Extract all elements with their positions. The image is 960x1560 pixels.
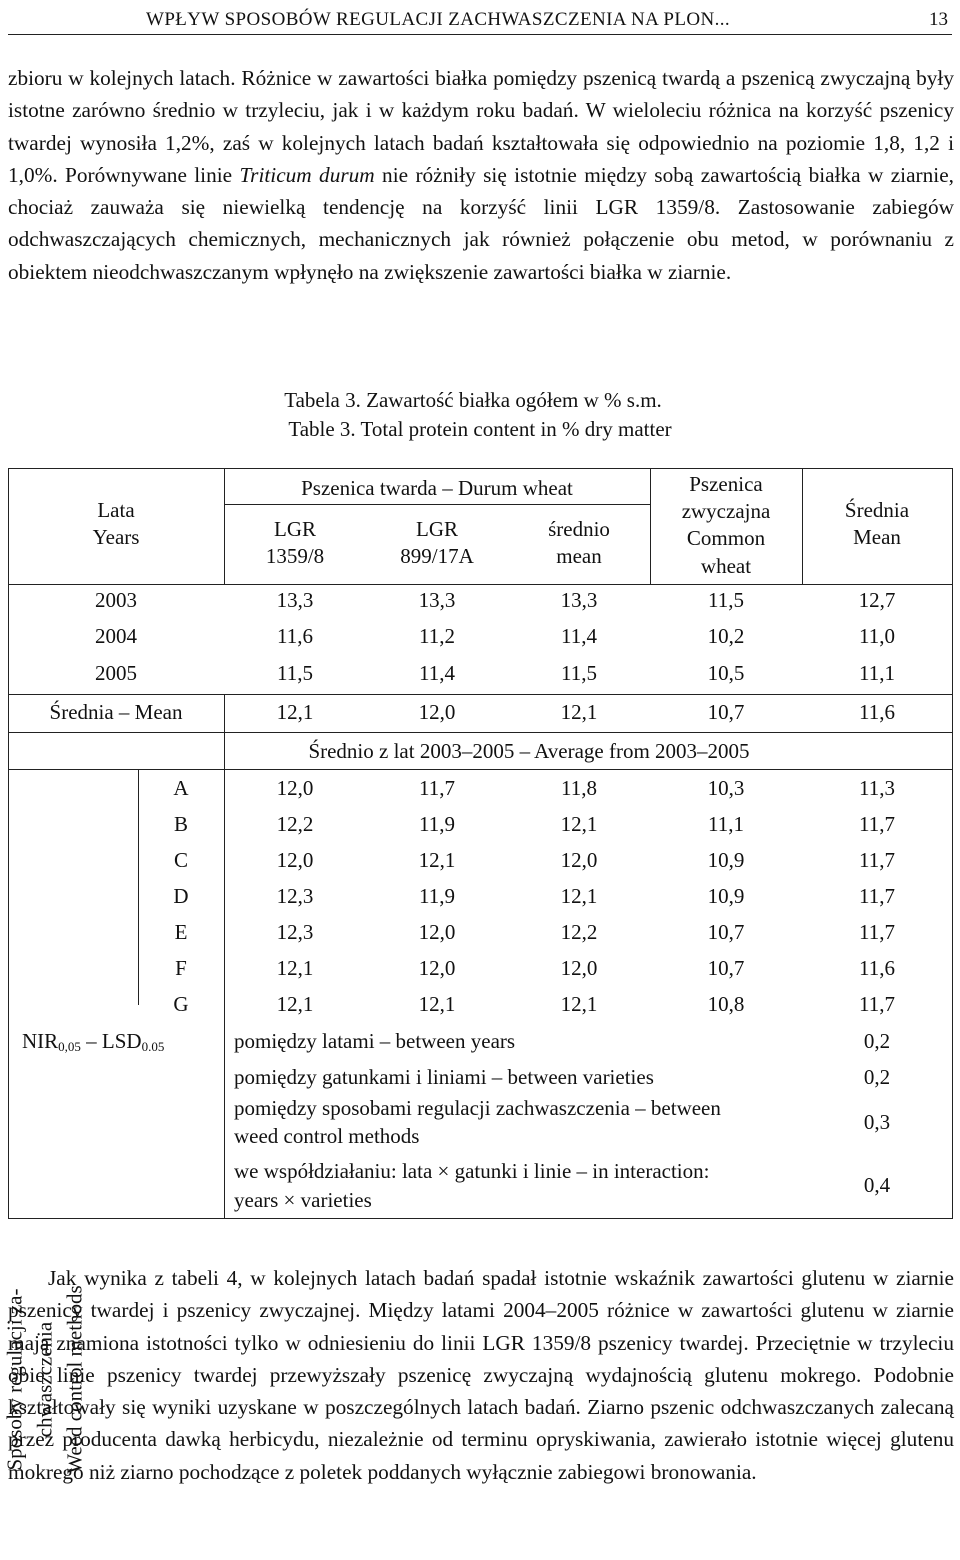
header-common-2: zwyczajna: [681, 499, 771, 523]
average-section-header: Średnio z lat 2003–2005 – Average from 2003–2005: [308, 739, 750, 763]
paragraph-1-text-a: zbioru w kolejnych latach. Różnice w zawartości białka pomiędzy pszenicą twardą a pszenicą zwyczajną były istotne zarówno średnio w trzyleciu, jak i w każdym roku badań. W wieloleciu różnica na korzyść pszenicy twardej wynosiła 1,2%, zaś w kolejnych latach badań kształtowała się odpowiednio na poziomie 1,8, 1,2 i 1,0%. Porównywane linie: [8, 66, 954, 187]
header-common-4: wheat: [700, 554, 752, 578]
header-years-en: Years: [92, 525, 140, 549]
running-header-title: WPŁYW SPOSOBÓW REGULACJI ZACHWASZCZENIA NA PLON...: [146, 9, 731, 30]
nir-lsd-label: $NIR_{0,05} - LSD_{0.05}$: [22, 1029, 165, 1054]
weed-control-methods-label: Sposoby regulacji za- chwaszczenia Weed control methods: [2, 1285, 87, 1474]
header-common-1: Pszenica: [689, 472, 763, 496]
table-caption-pl: Tabela 3. Zawartość białka ogółem w % s.m.: [284, 388, 662, 412]
table-caption-en: Table 3. Total protein content in % dry matter: [288, 417, 672, 441]
running-header: [8, 4, 952, 35]
paragraph-1-species-name: Triticum durum: [239, 162, 375, 187]
header-durum-mean-en: mean: [556, 544, 602, 568]
body-paragraph-1: [8, 62, 954, 288]
protein-table: Lata Years Pszenica twarda – Durum wheat LGR 1359/8 LGR 899/17A średnio mean Pszenica zwyczajna Common wheat Średnia Mean 2003 13,3 13,3 13,3 11,5 12,7 2004 11,6 11,2 11,4 10,2 11,0 2005 11,5 11,4 11,5 10,5 11,1 Średnia – Mean 12,1 12,0 12,1 10,7 11,6 Średnio z lat 2003–2005 – Average from 2003–2005 Sposoby regulacji za- chwaszczenia Weed control methods A 12,0 11,7 11,8 10,3 11,3 B 12,2 11,9 12,1 11,1 11,7 C 12,0 12,1 12,0 10,9 11,7 D 12,3 11,9 12,1 10,9 11,7 E 12,3 12,0 12,2 10,7 11,7 F 12,1 12,0 12,0 10,7 11,6 G 12,1 12,1 12,1 10,8 11,7 $NIR_{0,05} - LSD_{0.05}$ pomiędzy latami – between years 0,2 pomiędzy gatunkami i liniami – between varieties 0,2 pomiędzy sposobami regulacji zachwaszczenia – between weed control methods 0,3 we współdziałaniu: lata × gatunki i linie – in interaction: years × varieties 0,4: [8, 468, 953, 1219]
header-durum-mean: średnio: [548, 517, 610, 541]
header-lgr-899-code: 899/17A: [400, 544, 474, 568]
body-paragraph-2: Jak wynika z tabeli 4, w kolejnych latach badań spadał istotnie wskaźnik zawartości glutenu w ziarnie pszenicy twardej i pszenicy zwyczajnej. Między latami 2004–2005 różnice w zawartości glutenu w ziarnie mają znamiona istotności tylko w odniesieniu do linii LGR 1359/8 pszenicy twardej. Przeciętnie w trzyleciu obie linie pszenicy twardej przewyższały pszenicę zwyczajną wydajnością glutenu mokrego. Podobnie kształtowały się wyniki uzyskane w poszczególnych latach badań. Ziarno pszenic odchwaszczanych zalecaną przez producenta dawką herbicydu, niezależnie od terminu opryskiwania, zawierało istotnie więcej glutenu mokrego niż ziarno pochodzące z poletek poddanych wyłącznie zabiegowi bronowania.: [8, 1266, 954, 1484]
header-lgr-1359: LGR: [274, 517, 316, 541]
header-years-pl: Lata: [97, 498, 135, 522]
header-common-3: Common: [686, 526, 766, 550]
paragraph-1-text-b: nie różniły się istotnie między sobą zawartością białka w ziarnie, chociaż zauważa się niewielką tendencję na korzyść linii LGR 1359/8. Zastosowanie zabiegów odchwaszczających chemicznych, mechanicznych jak również połączenie obu metod, w porównaniu z obiektem nieodchwaszczanym wpłynęło na zwiększenie zawartości białka w ziarnie.: [8, 162, 954, 284]
page-number: 13: [929, 9, 948, 30]
header-average: Średnia: [844, 498, 910, 522]
header-durum-wheat: Pszenica twarda – Durum wheat: [301, 476, 573, 500]
header-average-en: Mean: [853, 525, 901, 549]
header-lgr-899: LGR: [416, 517, 458, 541]
header-lgr-1359-code: 1359/8: [265, 544, 325, 568]
